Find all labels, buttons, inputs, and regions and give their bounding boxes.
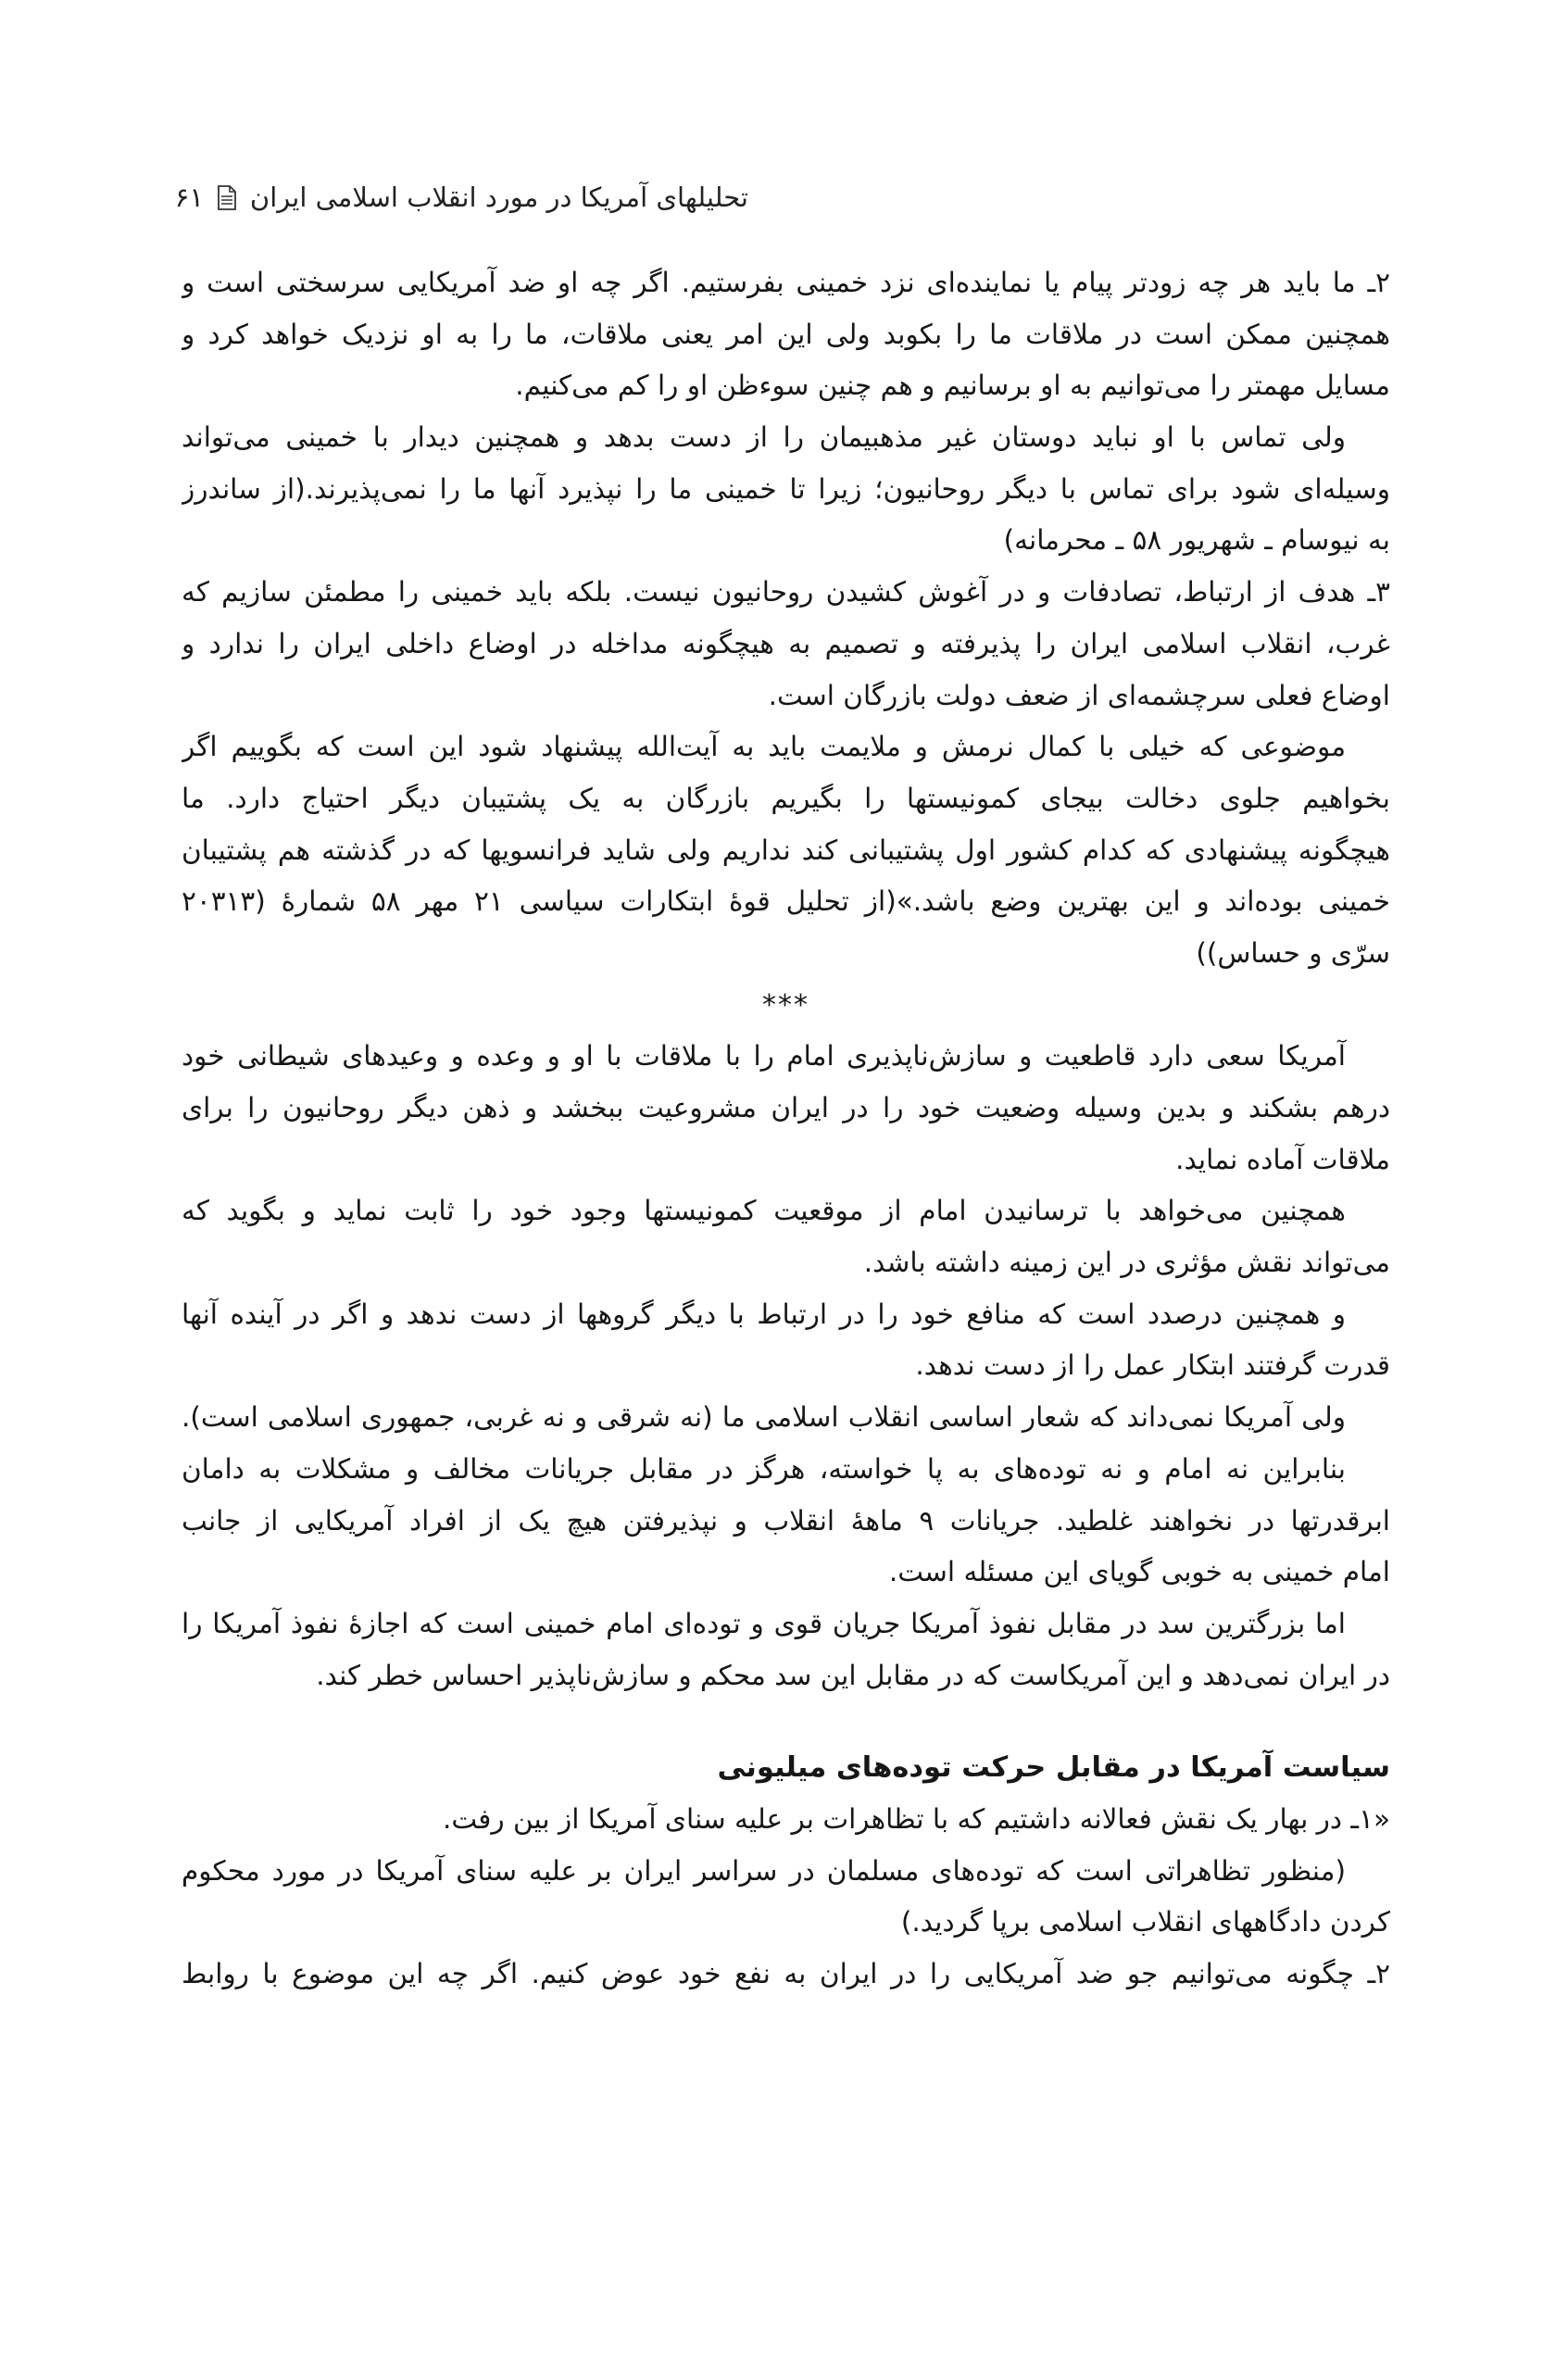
text-line: ولی تماس با او نباید دوستان غیر مذهبیمان را از دست بدهد و همچنین دیدار با خمینی می‌تواند [182, 421, 1346, 454]
text-line: ابرقدرتها در نخواهند غلطید. جریانات ۹ ماههٔ انقلاب و نپذیرفتن هیچ یک از افراد آمریکایی از جانب [182, 1504, 1390, 1537]
text-line: همچنین ممکن است در ملاقات ما را بکوبد ولی این امر یعنی ملاقات، ما را به او نزدیک خواهد کرد و [182, 318, 1390, 350]
document-icon [217, 185, 237, 210]
text-line: درهم بشکند و بدین وسیله وضعیت خود را در ایران مشروعیت ببخشد و ذهن دیگر روحانیون را برای [182, 1092, 1390, 1123]
text-line: اما بزرگترین سد در مقابل نفوذ آمریکا جریان قوی و توده‌ای امام خمینی است که اجازهٔ نفوذ آمریکا را [182, 1607, 1346, 1639]
text-line: مسایل مهمتر را می‌توانیم به او برسانیم و هم چنین سوءظن او را کم می‌کنیم. [515, 370, 1390, 402]
text-line: هیچگونه پیشنهادی که کدام کشور اول پشتیبانی کند نداریم ولی شاید فرانسویها که در گذشته هم پشتیبان [182, 834, 1390, 866]
text-line: در ایران نمی‌دهد و این آمریکاست که در مقابل این سد محکم و سازش‌ناپذیر احساس خطر کند. [316, 1659, 1390, 1691]
text-line: و همچنین درصدد است که منافع خود را در ارتباط با دیگر گروهها از دست ندهد و اگر در آینده آنها [182, 1298, 1346, 1330]
text-line: کردن دادگاههای انقلاب اسلامی برپا گردید.) [900, 1906, 1390, 1938]
text-line: (منظور تظاهراتی است که توده‌های مسلمان در سراسر ایران بر علیه سنای آمریکا در مورد محکوم [182, 1854, 1346, 1887]
text-line: همچنین می‌خواهد با ترسانیدن امام از موقعیت کمونیستها وجود خود را ثابت نماید و بگوید که [182, 1195, 1346, 1227]
text-line: بنابراین نه امام و نه توده‌های به پا خواسته، هرگز در مقابل جریانات مخالف و مشکلات به دامان [182, 1452, 1346, 1485]
text-line: به نیوسام ـ شهریور ۵۸ ـ محرمانه) [1003, 524, 1390, 557]
text-line: غرب، انقلاب اسلامی ایران را پذیرفته و تصمیم به هیچگونه مداخله در اوضاع داخلی ایران را ندارد و [182, 627, 1390, 659]
text-line: امام خمینی به خوبی گویای این مسئله است. [888, 1556, 1390, 1588]
text-line: اوضاع فعلی سرچشمه‌ای از ضعف دولت بازرگان است. [768, 679, 1390, 711]
text-line: آمریکا سعی دارد قاطعیت و سازش‌ناپذیری امام را با ملاقات با او و وعده و وعیدهای شیطانی خود [182, 1040, 1346, 1073]
page-number: ۶۱ [174, 182, 204, 213]
spacer [182, 1701, 1390, 1742]
section-separator: *** [762, 988, 809, 1022]
text-line: ملاقات آماده نماید. [1175, 1143, 1390, 1175]
text-line: ۳ـ هدف از ارتباط، تصادفات و در آغوش کشیدن روحانیون نیست. بلکه باید خمینی را مطمئن سازیم که [182, 576, 1390, 608]
running-header [175, 182, 748, 213]
text-line: خمینی بوده‌اند و این بهترین وضع باشد.»(از تحلیل قوهٔ ابتکارات سیاسی ۲۱ مهر ۵۸ شمارهٔ (۲۰۳۱۳ [182, 885, 1390, 918]
text-line: ولی آمریکا نمی‌داند که شعار اساسی انقلاب اسلامی ما (نه شرقی و نه غربی، جمهوری اسلامی است). [182, 1401, 1346, 1434]
text-line: ۲ـ ما باید هر چه زودتر پیام یا نماینده‌ای نزد خمینی بفرستیم. اگر چه او ضد آمریکایی سرسختی است و [182, 267, 1390, 298]
text-line: می‌تواند نقش مؤثری در این زمینه داشته باشد. [863, 1247, 1390, 1279]
text-line: وسیله‌ای شود برای تماس با دیگر روحانیون؛ زیرا تا خمینی ما را نپذیرد آنها ما را نمی‌پذیرند.(از ساندرز [182, 472, 1390, 505]
text-line: بخواهیم جلوی دخالت بیجای کمونیستها را بگیریم بازرگان به یک پشتیبان دیگر احتیاج دارد. ما [182, 782, 1390, 814]
header-title: تحلیلهای آمریکا در مورد انقلاب اسلامی ایران [249, 182, 748, 213]
text-line: موضوعی که خیلی با کمال نرمش و ملایمت باید به آیت‌الله پیشنهاد شود این است که بگوییم اگر [182, 731, 1346, 763]
body-text [182, 257, 1390, 2001]
section-heading: سیاست آمریکا در مقابل حرکت توده‌های میلیونی [717, 1751, 1390, 1785]
text-line: ۲ـ چگونه می‌توانیم جو ضد آمریکایی را در ایران به نفع خود عوض کنیم. اگر چه این موضوع با روابط [182, 1958, 1390, 1989]
text-line: سرّی و حساس)) [1196, 936, 1390, 969]
text-line: قدرت گرفتند ابتکار عمل را از دست ندهد. [915, 1349, 1390, 1382]
text-line: «۱ـ در بهار یک نقش فعالانه داشتیم که با تظاهرات بر علیه سنای آمریکا از بین رفت. [442, 1802, 1390, 1835]
